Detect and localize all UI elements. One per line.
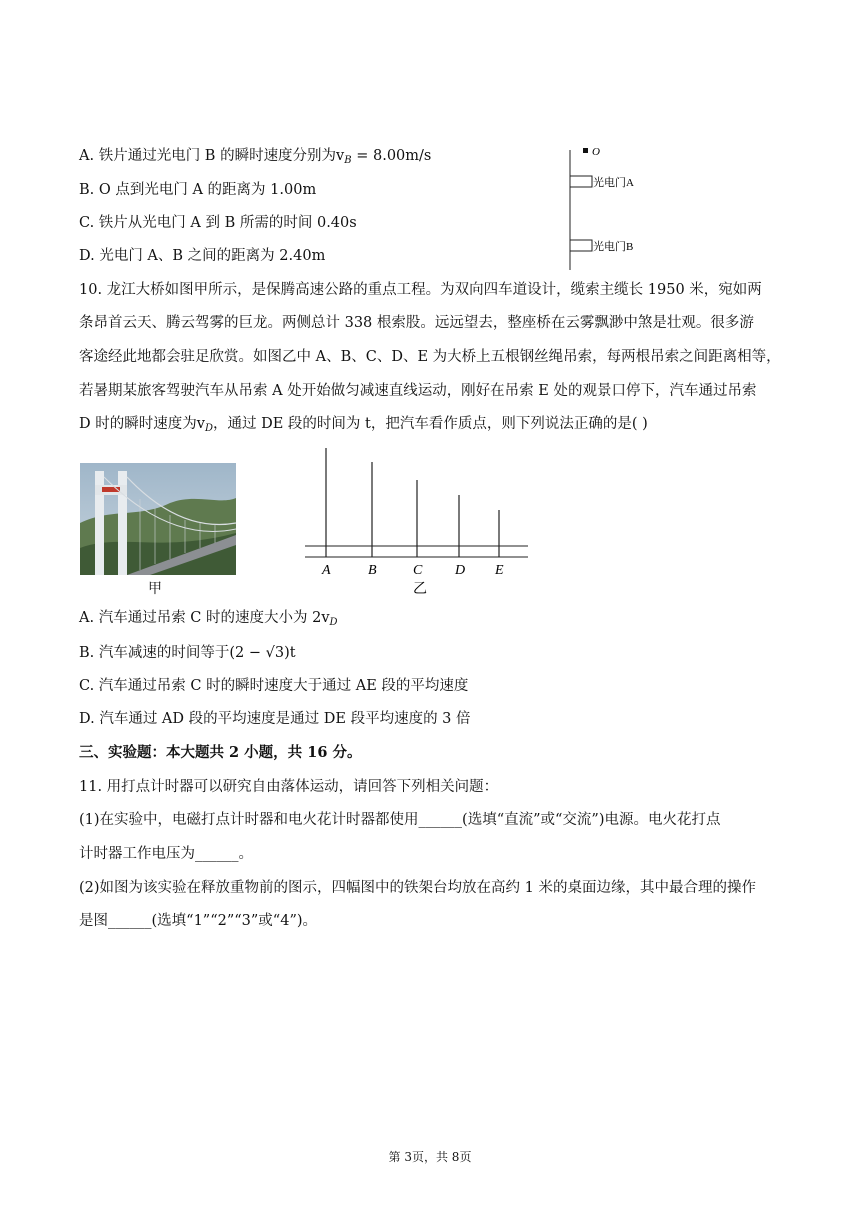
q10-stem-line-5-tail: ，通过 DE 段的时间为 t，把汽车看作质点，则下列说法正确的是( ) xyxy=(212,416,648,432)
q9-photogate-figure xyxy=(560,140,670,275)
q9-option-a-subscript: B xyxy=(344,155,352,166)
q9-option-a-tail: = 8.00m/s xyxy=(351,148,432,164)
cable-label-d: D xyxy=(455,563,466,578)
q9-iron-piece xyxy=(583,148,588,153)
section-3-heading: 三、实验题：本大题共 2 小题，共 16 分。 xyxy=(79,744,362,761)
q10-option-b: B. 汽车减速的时间等于(2 − √3)t xyxy=(79,645,296,661)
cables-diagram xyxy=(300,440,535,600)
q10-option-c: C. 汽车通过吊索 C 时的瞬时速度大于通过 AE 段的平均速度 xyxy=(79,678,469,694)
q10-option-a-text: A. 汽车通过吊索 C 时的速度大小为 2v xyxy=(79,610,330,626)
figure-yi-label: 乙 xyxy=(413,582,427,597)
q10-option-a-subscript: D xyxy=(329,617,338,628)
bridge-photo xyxy=(80,463,236,575)
q9-option-b: B. O 点到光电门 A 的距离为 1.00m xyxy=(79,182,317,198)
q10-stem-line-1: 10. 龙江大桥如图甲所示，是保腾高速公路的重点工程。为双向四车道设计，缆索主缆长 1950 米，宛如两 xyxy=(79,282,762,298)
q10-option-d: D. 汽车通过 AD 段的平均速度是通过 DE 段平均速度的 3 倍 xyxy=(79,711,471,727)
q10-stem-line-5 xyxy=(79,414,648,439)
q9-option-d: D. 光电门 A、B 之间的距离为 2.40m xyxy=(79,248,326,264)
q10-stem-line-3: 客途经此地都会驻足欣赏。如图乙中 A、B、C、D、E 为大桥上五根钢丝绳吊索，每两根吊索之间距离相等， xyxy=(79,349,781,365)
q10-stem-line-5-subscript: D xyxy=(204,423,213,434)
q11-stem: 11. 用打点计时器可以研究自由落体运动，请回答下列相关问题： xyxy=(79,779,499,795)
q11-part1-line-2: 计时器工作电压为______。 xyxy=(79,846,253,862)
q11-part2-line-1: (2)如图为该实验在释放重物前的图示，四幅图中的铁架台均放在高约 1 米的桌面边缘，其中最合理的操作 xyxy=(79,880,756,896)
q11-part1-line-1: (1)在实验中，电磁打点计时器和电火花计时器都使用______(选填“直流”或“交流”)电源。电火花打点 xyxy=(79,812,721,828)
q10-stem-line-2: 条昂首云天、腾云驾雾的巨龙。两侧总计 338 根索股。远远望去，整座桥在云雾飘渺中煞是壮观。很多游 xyxy=(79,315,754,331)
q9-option-c: C. 铁片从光电门 A 到 B 所需的时间 0.40s xyxy=(79,215,357,231)
q9-option-a-text: A. 铁片通过光电门 B 的瞬时速度分别为v xyxy=(79,148,345,164)
q9-option-a xyxy=(79,146,431,171)
figure-jia-label: 甲 xyxy=(148,581,162,597)
page-footer: 第 3页，共 8页 xyxy=(388,1150,472,1164)
q10-stem-line-4: 若暑期某旅客驾驶汽车从吊索 A 处开始做匀减速直线运动，刚好在吊索 E 处的观景口停下，汽车通过吊索 xyxy=(79,383,757,399)
q9-gate-a-label: 光电门A xyxy=(593,177,634,189)
q10-option-a xyxy=(79,608,338,633)
cable-label-a: A xyxy=(322,563,331,578)
q9-gate-a xyxy=(570,176,592,187)
cable-label-c: C xyxy=(413,563,423,578)
q10-stem-line-5-text: D 时的瞬时速度为v xyxy=(79,416,205,432)
cable-label-b: B xyxy=(368,563,377,578)
q11-part2-line-2: 是图______(选填“1”“2”“3”或“4”)。 xyxy=(79,913,318,929)
q9-gate-b xyxy=(570,240,592,251)
q9-o-label: O xyxy=(592,146,600,158)
cable-label-e: E xyxy=(495,563,504,578)
q9-gate-b-label: 光电门B xyxy=(593,241,634,253)
